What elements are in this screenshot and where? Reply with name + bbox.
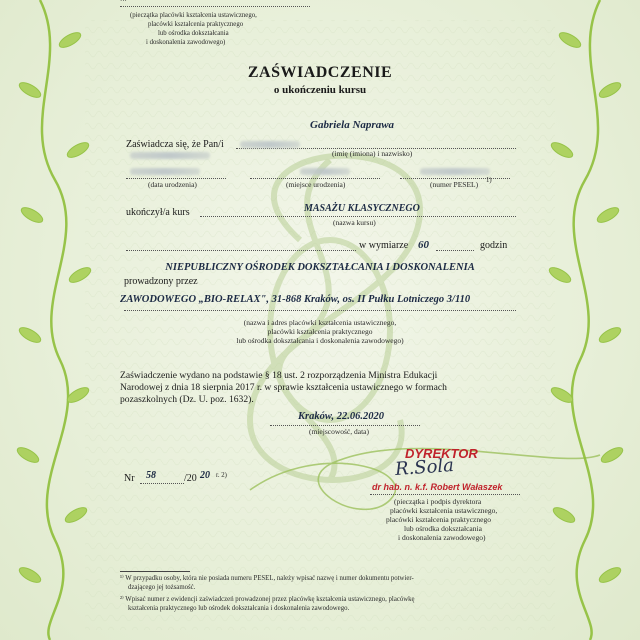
stamp-dotted-line [120, 6, 310, 7]
organizer-caption-2: placówki kształcenia praktycznego [267, 327, 373, 336]
birth-date-caption: (data urodzenia) [148, 180, 197, 189]
signature-scribble: R.Sola [394, 454, 455, 481]
issue-place-date-value: Kraków, 22.06.2020 [298, 411, 384, 422]
organizer-line-1: NIEPUBLICZNY OŚRODEK DOKSZTAŁCANIA I DOSKONALENIA [165, 262, 475, 273]
course-name-value: MASAŻU KLASYCZNEGO [304, 203, 420, 214]
pesel-dotted-line [400, 178, 510, 179]
organizer-caption-3: lub ośrodka dokształcania i doskonalenia zawodowego) [236, 336, 404, 345]
number-footnote-mark: r. 2) [216, 472, 227, 479]
director-name-stamp: dr hab. n. k.f. Robert Wałaszek [372, 482, 503, 492]
signature-caption-3: placówki kształcenia praktycznego [386, 515, 491, 524]
person-name-value: Gabriela Naprawa [310, 119, 395, 131]
redacted-field [130, 152, 210, 159]
footnote-separator [120, 571, 190, 572]
footnote-2-line-1: ²⁾ Wpisać numer z ewidencji zaświadczeń prowadzonej przez placówkę kształcenia ustawicznego, placówkę [120, 596, 415, 603]
footnote-1-line-1: ¹⁾ W przypadku osoby, która nie posiada numeru PESEL, należy wpisać nazwę i numer dokumentu potwier- [120, 575, 414, 582]
footnote-1-line-2: dzającego jej tożsamość. [128, 584, 196, 591]
legal-basis-line-3: pozaszkolnych (Dz. U. poz. 1632). [120, 394, 254, 405]
footnote-2-line-2: kształcenia praktycznego lub ośrodek dokształcania i doskonalenia zawodowego. [128, 605, 350, 612]
issue-dotted-line [270, 425, 420, 426]
header-stamp-line-4: i doskonalenia zawodowego) [146, 39, 226, 46]
number-year-value: 20 [200, 470, 210, 481]
signature-caption-5: i doskonalenia zawodowego) [398, 533, 486, 542]
certificate-title: ZAŚWIADCZENIE [247, 64, 393, 81]
person-lead-label: Zaświadcza się, że Pan/i [126, 139, 224, 150]
course-lead-label: ukończył/a kurs [126, 207, 190, 218]
legal-basis-line-2: Narodowej z dnia 18 sierpnia 2017 r. w sprawie kształcenia ustawicznego w formach [120, 382, 447, 393]
organizer-dotted-line [124, 310, 516, 311]
redacted-field [300, 168, 350, 175]
header-stamp-cut [120, 0, 310, 4]
header-stamp-line-2: placówki kształcenia praktycznego [148, 21, 244, 28]
signature-caption-4: lub ośrodka dokształcania [404, 524, 482, 533]
course-name-caption: (nazwa kursu) [333, 218, 376, 227]
signature-dotted-line [370, 494, 520, 495]
director-role-stamp: DYREKTOR [405, 446, 478, 461]
birth-place-caption: (miejsce urodzenia) [286, 180, 346, 189]
birth-date-dotted-line [126, 178, 226, 179]
header-stamp-line-1: (pieczątka placówki kształcenia ustawicznego, [130, 12, 257, 19]
redacted-field [420, 168, 490, 175]
number-year-separator: /20 [184, 473, 197, 484]
birth-place-dotted-line [250, 178, 380, 179]
hours-dotted-line [436, 250, 474, 251]
course-dotted-line [200, 216, 516, 217]
redacted-field [240, 141, 300, 148]
pesel-caption: (numer PESEL) [430, 180, 479, 189]
hours-dotted-line-left [126, 250, 356, 251]
signature-caption-2: placówki kształcenia ustawicznego, [390, 506, 498, 515]
redacted-field [130, 168, 200, 175]
number-dotted-line [140, 483, 184, 484]
name-caption: (imię (imiona) i nazwisko) [332, 149, 413, 158]
signature-caption-1: (pieczątka i podpis dyrektora [394, 497, 482, 506]
number-value: 58 [146, 470, 156, 481]
certificate-subtitle: o ukończeniu kursu [273, 84, 367, 96]
organizer-line-2: ZAWODOWEGO „BIO-RELAX", 31-868 Kraków, os. II Pułku Lotniczego 3/110 [120, 294, 471, 305]
pesel-footnote-mark: 1) [486, 177, 492, 184]
hours-lead-label: w wymiarze [359, 240, 409, 251]
header-stamp-line-3: lub ośrodka dokształcania [158, 30, 229, 37]
legal-basis-line-1: Zaświadczenie wydano na podstawie § 18 ust. 2 rozporządzenia Ministra Edukacji [120, 370, 438, 381]
organizer-lead-label: prowadzony przez [124, 276, 198, 287]
issue-place-date-caption: (miejscowość, data) [309, 427, 369, 436]
hours-value: 60 [418, 239, 429, 251]
number-prefix: Nr [124, 473, 135, 484]
hours-unit-label: godzin [480, 240, 508, 251]
organizer-caption-1: (nazwa i adres placówki kształcenia ustawicznego, [243, 318, 397, 327]
